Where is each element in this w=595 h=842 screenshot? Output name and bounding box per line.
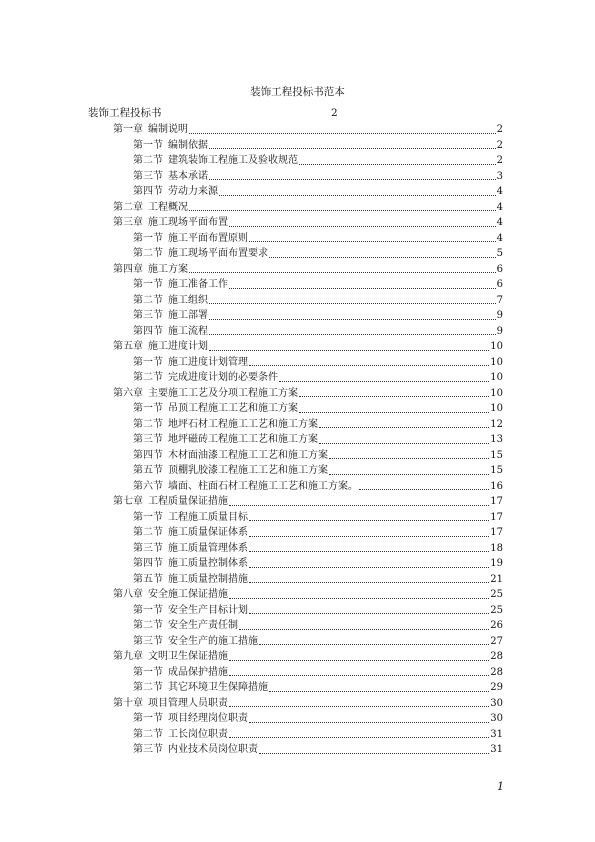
toc-entry-number: 第五节: [133, 573, 163, 585]
toc-heading-label: 装饰工程投标书: [88, 107, 162, 119]
toc-entry-number: 第二节: [133, 418, 163, 430]
toc-entry-number: 第五章: [113, 341, 143, 352]
toc-entry-page: 4: [496, 201, 503, 213]
toc-entry-title: 工程概况: [148, 201, 188, 213]
toc-entry-number: 第四节: [133, 325, 163, 337]
toc-entry-number: 第二节: [133, 248, 163, 259]
toc-entry-number: 第二节: [133, 155, 163, 166]
dot-leader: [359, 489, 489, 490]
toc-entry-page: 10: [490, 341, 503, 352]
toc-entry-number: 第二节: [133, 294, 163, 306]
toc-entry-title: 施工进度计划管理: [168, 356, 248, 368]
toc-entry-chapter: [113, 339, 503, 355]
toc-entry-page: 30: [490, 713, 503, 724]
toc-entry-page: 9: [496, 325, 503, 337]
toc-entry-section: [113, 556, 503, 572]
toc-entry-number: 第七章: [113, 496, 143, 507]
toc-entry-page: 28: [490, 651, 503, 662]
dot-leader: [299, 396, 489, 397]
toc-entry-number: 第一节: [133, 511, 163, 523]
toc-entry-chapter: [113, 200, 503, 216]
toc-entry-number: 第二节: [133, 682, 163, 693]
toc-entry-page: 10: [490, 403, 503, 414]
dot-leader: [249, 551, 489, 552]
toc-entry-page: 4: [496, 186, 503, 197]
toc-entry-chapter: [113, 494, 503, 510]
toc-entry-title: 编制说明: [148, 124, 188, 135]
toc-entry-page: 31: [490, 728, 503, 740]
toc-entry-title: 地坪磁砖工程施工工艺和施工方案: [168, 434, 318, 445]
toc-entry-page: 10: [490, 356, 503, 368]
toc-entry-title: 地坪石材工程施工工艺和施工方案: [168, 418, 318, 430]
toc-entry-number: 第九章: [113, 651, 143, 662]
toc-entry-title: 施工质量控制体系: [168, 558, 248, 569]
page-number: 1: [497, 780, 504, 793]
dot-leader: [229, 737, 489, 738]
toc-entry-page: 7: [496, 294, 503, 306]
toc-entry-title: 安全生产的施工措施: [168, 635, 258, 647]
toc-entry-title: 施工现场平面布置要求: [168, 248, 268, 259]
dot-leader: [319, 443, 489, 444]
toc-entry-section: [113, 665, 503, 681]
toc-entry-title: 墙面、柱面石材工程施工工艺和施工方案。: [168, 480, 358, 492]
toc-entry-page: 10: [490, 372, 503, 383]
toc-entry-number: 第六章: [113, 387, 143, 399]
toc-entry-number: 第三节: [133, 635, 163, 647]
toc-entry-page: 29: [490, 682, 503, 693]
toc-entry-page: 17: [490, 496, 503, 507]
toc-entry-title: 工长岗位职责: [168, 728, 228, 740]
toc-entry-title: 施工质量保证体系: [168, 527, 248, 538]
toc-entry-title: 吊顶工程施工工艺和施工方案: [168, 403, 298, 414]
toc-entry-title: 工程质量保证措施: [148, 496, 228, 507]
dot-leader: [269, 691, 489, 692]
dot-leader: [209, 303, 496, 304]
toc-entry-number: 第三节: [133, 542, 163, 554]
toc-entry-title: 编制依据: [168, 139, 208, 151]
dot-leader: [319, 427, 489, 428]
toc-entry-number: 第一节: [133, 356, 163, 368]
dot-leader: [189, 133, 496, 134]
toc-entry-title: 施工进度计划: [148, 341, 208, 352]
toc-entry-chapter: [113, 122, 503, 138]
dot-leader: [209, 148, 496, 149]
dot-leader: [249, 722, 489, 723]
toc-entry-title: 成品保护措施: [168, 666, 228, 678]
toc-entry-page: 2: [496, 139, 503, 151]
toc-entry-title: 施工准备工作: [168, 279, 228, 290]
toc-entry-number: 第四节: [133, 558, 163, 569]
toc-entry-chapter: [113, 386, 503, 402]
dot-leader: [249, 536, 489, 537]
toc-entry-title: 文明卫生保证措施: [148, 651, 228, 662]
toc-entry-section: [113, 277, 503, 293]
toc-entry-page: 17: [490, 511, 503, 523]
toc-entry-section: [113, 634, 503, 650]
toc-entry-title: 安全施工保证措施: [148, 589, 228, 600]
toc-entry-section: [113, 463, 503, 479]
toc-entry-section: [113, 541, 503, 557]
toc-entry-title: 木材面油漆工程施工工艺和施工方案: [168, 449, 328, 461]
toc-entry-section: [113, 231, 503, 247]
toc-entry-title: 项目经理岗位职责: [168, 713, 248, 724]
toc-entry-title: 劳动力来源: [168, 186, 218, 197]
dot-leader: [249, 365, 489, 366]
toc-entry-title: 基本承诺: [168, 170, 208, 182]
toc-entry-number: 第三节: [133, 744, 163, 755]
dot-leader: [299, 412, 489, 413]
table-of-contents: [113, 122, 503, 758]
toc-entry-title: 施工组织: [168, 294, 208, 306]
toc-entry-section: [113, 308, 503, 324]
toc-entry-title: 其它环境卫生保障措施: [168, 682, 268, 693]
dot-leader: [209, 350, 489, 351]
toc-entry-number: 第四节: [133, 449, 163, 461]
toc-entry-section: [113, 510, 503, 526]
toc-entry-section: [113, 169, 503, 185]
toc-entry-page: 6: [496, 279, 503, 290]
toc-entry-section: [113, 742, 503, 758]
toc-entry-page: 16: [490, 480, 503, 492]
toc-entry-page: 2: [496, 124, 503, 135]
toc-entry-title: 安全生产责任制: [168, 620, 238, 631]
dot-leader: [259, 753, 489, 754]
toc-entry-page: 27: [490, 635, 503, 647]
toc-entry-page: 12: [490, 418, 503, 430]
dot-leader: [329, 458, 489, 459]
toc-entry-number: 第一节: [133, 279, 163, 290]
dot-leader: [239, 629, 489, 630]
dot-leader: [219, 195, 496, 196]
dot-leader: [249, 582, 489, 583]
toc-entry-section: [113, 246, 503, 262]
toc-entry-title: 工程施工质量目标: [168, 511, 248, 523]
dot-leader: [279, 381, 489, 382]
toc-entry-number: 第六节: [133, 480, 163, 492]
dot-leader: [269, 257, 496, 258]
toc-entry-number: 第四节: [133, 186, 163, 197]
toc-entry-number: 第三节: [133, 310, 163, 321]
toc-entry-page: 31: [490, 744, 503, 755]
toc-entry-page: 18: [490, 542, 503, 554]
toc-entry-title: 顶棚乳胶漆工程施工工艺和施工方案: [168, 465, 328, 476]
toc-entry-title: 建筑装饰工程施工及验收规范: [168, 155, 298, 166]
toc-entry-section: [113, 417, 503, 433]
toc-entry-number: 第二节: [133, 728, 163, 740]
toc-entry-title: 项目管理人员职责: [148, 697, 228, 709]
toc-entry-page: 28: [490, 666, 503, 678]
toc-entry-number: 第一节: [133, 232, 163, 244]
toc-entry-title: 施工质量管理体系: [168, 542, 248, 554]
toc-entry-number: 第一章: [113, 124, 143, 135]
toc-entry-page: 25: [490, 589, 503, 600]
toc-entry-number: 第一节: [133, 139, 163, 151]
toc-entry-section: [113, 355, 503, 371]
toc-entry-page: 4: [496, 217, 503, 228]
toc-entry-page: 3: [496, 170, 503, 182]
toc-entry-number: 第二节: [133, 620, 163, 631]
toc-entry-chapter: [113, 587, 503, 603]
toc-entry-title: 施工流程: [168, 325, 208, 337]
toc-entry-page: 9: [496, 310, 503, 321]
toc-entry-section: [113, 618, 503, 634]
toc-entry-page: 2: [496, 155, 503, 166]
toc-entry-number: 第一节: [133, 666, 163, 678]
toc-entry-number: 第三节: [133, 434, 163, 445]
toc-entry-page: 17: [490, 527, 503, 538]
toc-entry-page: 4: [496, 232, 503, 244]
dot-leader: [249, 613, 489, 614]
toc-entry-page: 5: [496, 248, 503, 259]
toc-entry-chapter: [113, 696, 503, 712]
toc-entry-number: 第二章: [113, 201, 143, 213]
dot-leader: [299, 164, 496, 165]
toc-entry-title: 内业技术员岗位职责: [168, 744, 258, 755]
toc-heading-page-number: 2: [331, 107, 338, 119]
toc-entry-title: 施工现场平面布置: [148, 217, 228, 228]
toc-entry-number: 第一节: [133, 403, 163, 414]
dot-leader: [249, 567, 489, 568]
toc-entry-page: 15: [490, 465, 503, 476]
dot-leader: [229, 505, 489, 506]
dot-leader: [329, 474, 489, 475]
dot-leader: [229, 598, 489, 599]
dot-leader: [189, 272, 496, 273]
toc-entry-title: 安全生产目标计划: [168, 604, 248, 616]
toc-entry-page: 25: [490, 604, 503, 616]
toc-entry-number: 第一节: [133, 713, 163, 724]
toc-entry-page: 21: [490, 573, 503, 585]
dot-leader: [229, 226, 496, 227]
toc-entry-page: 15: [490, 449, 503, 461]
dot-leader: [249, 520, 489, 521]
toc-entry-title: 施工方案: [148, 263, 188, 275]
toc-entry-chapter: [113, 649, 503, 665]
toc-entry-chapter: [113, 215, 503, 231]
toc-entry-section: [113, 525, 503, 541]
toc-entry-page: 30: [490, 697, 503, 709]
toc-entry-page: 19: [490, 558, 503, 569]
toc-entry-number: 第二节: [133, 527, 163, 538]
toc-entry-section: [113, 370, 503, 386]
toc-entry-title: 施工部署: [168, 310, 208, 321]
dot-leader: [259, 644, 489, 645]
toc-entry-number: 第十章: [113, 697, 143, 709]
toc-entry-section: [113, 324, 503, 340]
toc-entry-chapter: [113, 262, 503, 278]
toc-entry-section: [113, 432, 503, 448]
toc-entry-number: 第三节: [133, 170, 163, 182]
toc-entry-section: [113, 153, 503, 169]
toc-entry-section: [113, 401, 503, 417]
toc-entry-number: 第一节: [133, 604, 163, 616]
dot-leader: [229, 706, 489, 707]
dot-leader: [249, 241, 496, 242]
toc-entry-page: 13: [490, 434, 503, 445]
toc-entry-number: 第二节: [133, 372, 163, 383]
toc-entry-section: [113, 293, 503, 309]
toc-entry-number: 第三章: [113, 217, 143, 228]
toc-entry-section: [113, 572, 503, 588]
dot-leader: [229, 288, 496, 289]
toc-entry-section: [113, 727, 503, 743]
toc-entry-section: [113, 184, 503, 200]
document-title: 装饰工程投标书范本: [250, 86, 345, 98]
dot-leader: [229, 675, 489, 676]
toc-entry-page: 10: [490, 387, 503, 399]
toc-entry-title: 施工平面布置原则: [168, 232, 248, 244]
toc-entry-section: [113, 603, 503, 619]
toc-entry-page: 6: [496, 263, 503, 275]
dot-leader: [229, 660, 489, 661]
dot-leader: [189, 210, 496, 211]
toc-entry-page: 26: [490, 620, 503, 631]
toc-entry-section: [113, 448, 503, 464]
toc-entry-title: 主要施工工艺及分项工程施工方案: [148, 387, 298, 399]
dot-leader: [209, 179, 496, 180]
toc-entry-title: 完成进度计划的必要条件: [168, 372, 278, 383]
dot-leader: [209, 334, 496, 335]
toc-entry-section: [113, 479, 503, 495]
dot-leader: [209, 319, 496, 320]
toc-entry-section: [113, 138, 503, 154]
toc-entry-number: 第八章: [113, 589, 143, 600]
toc-entry-section: [113, 680, 503, 696]
toc-entry-title: 施工质量控制措施: [168, 573, 248, 585]
toc-entry-number: 第五节: [133, 465, 163, 476]
toc-entry-section: [113, 711, 503, 727]
toc-entry-number: 第四章: [113, 263, 143, 275]
